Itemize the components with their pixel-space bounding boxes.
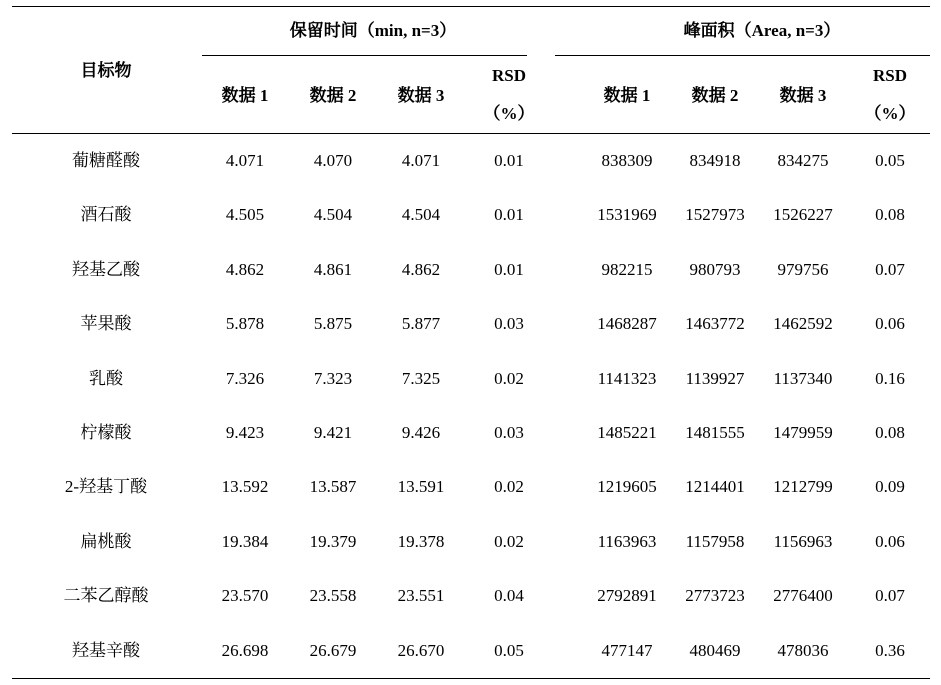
header-group-area: 峰面积（Area, n=3） bbox=[683, 21, 841, 40]
header-area-rsd: RSD bbox=[872, 66, 908, 85]
row-rt-rsd: 0.01 bbox=[494, 259, 524, 279]
row-rt-1: 23.570 bbox=[221, 586, 269, 606]
row-rt-3: 7.325 bbox=[401, 368, 441, 388]
row-rt-2: 23.558 bbox=[309, 586, 357, 606]
row-rt-1: 5.878 bbox=[225, 314, 265, 334]
row-area-1: 1531969 bbox=[597, 205, 657, 225]
row-name: 二苯乙醇酸 bbox=[63, 586, 149, 606]
row-area-1: 1141323 bbox=[597, 368, 657, 388]
row-rt-rsd: 0.01 bbox=[494, 151, 524, 170]
row-area-2: 980793 bbox=[689, 259, 741, 279]
row-rt-rsd: 0.01 bbox=[494, 205, 524, 225]
row-name: 苹果酸 bbox=[80, 314, 132, 334]
row-rt-1: 4.862 bbox=[225, 259, 265, 279]
group-rule-retention bbox=[202, 55, 527, 56]
row-area-2: 1157958 bbox=[685, 531, 745, 551]
header-area-col-2: 数据 2 bbox=[691, 86, 739, 105]
row-rt-3: 5.877 bbox=[401, 314, 441, 334]
row-area-3: 834275 bbox=[777, 151, 829, 170]
row-name: 柠檬酸 bbox=[80, 423, 132, 442]
row-area-1: 1163963 bbox=[597, 531, 657, 551]
row-area-2: 2773723 bbox=[685, 586, 745, 606]
row-rt-3: 9.426 bbox=[401, 423, 441, 442]
row-area-rsd: 0.06 bbox=[875, 314, 905, 334]
row-rt-3: 4.504 bbox=[401, 205, 441, 225]
row-rt-2: 9.421 bbox=[313, 423, 353, 442]
row-area-rsd: 0.09 bbox=[875, 477, 905, 497]
row-rt-3: 19.378 bbox=[397, 531, 445, 551]
row-rt-rsd: 0.04 bbox=[494, 586, 524, 606]
row-rt-rsd: 0.03 bbox=[494, 423, 524, 442]
row-area-1: 477147 bbox=[601, 640, 653, 660]
row-area-1: 1468287 bbox=[597, 314, 657, 334]
row-rt-2: 5.875 bbox=[313, 314, 353, 334]
row-rt-1: 4.071 bbox=[225, 151, 265, 170]
group-rule-area bbox=[555, 55, 930, 56]
header-area-col-1: 数据 1 bbox=[603, 86, 651, 105]
row-area-rsd: 0.06 bbox=[875, 531, 905, 551]
row-rt-3: 13.591 bbox=[397, 477, 445, 497]
row-rt-rsd: 0.03 bbox=[494, 314, 524, 334]
row-area-2: 1139927 bbox=[685, 368, 745, 388]
header-rt-rsd: RSD bbox=[491, 66, 527, 85]
row-area-2: 1481555 bbox=[685, 423, 745, 442]
bottom-rule bbox=[12, 678, 930, 679]
row-rt-2: 26.679 bbox=[309, 640, 357, 660]
row-area-rsd: 0.08 bbox=[875, 205, 905, 225]
row-area-1: 982215 bbox=[601, 259, 653, 279]
header-rt-col-1: 数据 1 bbox=[221, 86, 269, 105]
row-name: 羟基辛酸 bbox=[72, 640, 140, 660]
row-area-rsd: 0.07 bbox=[875, 586, 905, 606]
row-area-3: 1462592 bbox=[773, 314, 833, 334]
row-rt-3: 4.862 bbox=[401, 259, 441, 279]
row-area-rsd: 0.05 bbox=[875, 151, 905, 170]
row-name: 葡糖醛酸 bbox=[72, 151, 140, 170]
header-area-col-3: 数据 3 bbox=[779, 86, 827, 105]
row-rt-2: 4.861 bbox=[313, 259, 353, 279]
row-rt-1: 4.505 bbox=[225, 205, 265, 225]
row-name: 羟基乙酸 bbox=[72, 259, 140, 279]
row-name: 2-羟基丁酸 bbox=[64, 477, 148, 497]
row-rt-rsd: 0.02 bbox=[494, 531, 524, 551]
top-rule bbox=[12, 6, 930, 7]
row-name: 扁桃酸 bbox=[80, 531, 132, 551]
header-rule bbox=[12, 133, 930, 134]
header-target: 目标物 bbox=[80, 61, 132, 80]
row-area-2: 1214401 bbox=[685, 477, 745, 497]
row-area-3: 1212799 bbox=[773, 477, 833, 497]
row-area-rsd: 0.16 bbox=[875, 368, 905, 388]
row-rt-rsd: 0.02 bbox=[494, 477, 524, 497]
row-area-2: 834918 bbox=[689, 151, 741, 170]
row-rt-1: 19.384 bbox=[221, 531, 269, 551]
row-area-3: 478036 bbox=[777, 640, 829, 660]
row-rt-2: 19.379 bbox=[309, 531, 357, 551]
row-area-3: 1156963 bbox=[773, 531, 833, 551]
row-rt-1: 9.423 bbox=[225, 423, 265, 442]
row-area-2: 1527973 bbox=[685, 205, 745, 225]
header-rt-rsd-unit: （%） bbox=[483, 104, 535, 123]
row-rt-3: 23.551 bbox=[397, 586, 445, 606]
row-area-1: 1219605 bbox=[597, 477, 657, 497]
row-rt-2: 7.323 bbox=[313, 368, 353, 388]
row-area-2: 480469 bbox=[689, 640, 741, 660]
header-rt-col-2: 数据 2 bbox=[309, 86, 357, 105]
row-area-rsd: 0.08 bbox=[875, 423, 905, 442]
row-area-1: 1485221 bbox=[597, 423, 657, 442]
row-area-2: 1463772 bbox=[685, 314, 745, 334]
row-rt-2: 4.504 bbox=[313, 205, 353, 225]
row-rt-1: 7.326 bbox=[225, 368, 265, 388]
row-area-3: 1137340 bbox=[773, 368, 833, 388]
row-area-3: 1479959 bbox=[773, 423, 833, 442]
row-rt-3: 4.071 bbox=[401, 151, 441, 170]
row-area-3: 979756 bbox=[777, 259, 829, 279]
header-rt-col-3: 数据 3 bbox=[397, 86, 445, 105]
row-rt-rsd: 0.05 bbox=[494, 640, 524, 660]
row-area-1: 2792891 bbox=[597, 586, 657, 606]
row-rt-rsd: 0.02 bbox=[494, 368, 524, 388]
row-name: 乳酸 bbox=[89, 368, 123, 388]
row-area-rsd: 0.36 bbox=[875, 640, 905, 660]
row-rt-1: 13.592 bbox=[221, 477, 269, 497]
header-group-retention: 保留时间（min, n=3） bbox=[289, 21, 457, 40]
row-area-rsd: 0.07 bbox=[875, 259, 905, 279]
row-area-1: 838309 bbox=[601, 151, 653, 170]
row-rt-1: 26.698 bbox=[221, 640, 269, 660]
header-area-rsd-unit: （%） bbox=[864, 104, 916, 123]
row-rt-2: 13.587 bbox=[309, 477, 357, 497]
row-area-3: 2776400 bbox=[773, 586, 833, 606]
row-rt-2: 4.070 bbox=[313, 151, 353, 170]
row-name: 酒石酸 bbox=[80, 205, 132, 225]
row-area-3: 1526227 bbox=[773, 205, 833, 225]
row-rt-3: 26.670 bbox=[397, 640, 445, 660]
